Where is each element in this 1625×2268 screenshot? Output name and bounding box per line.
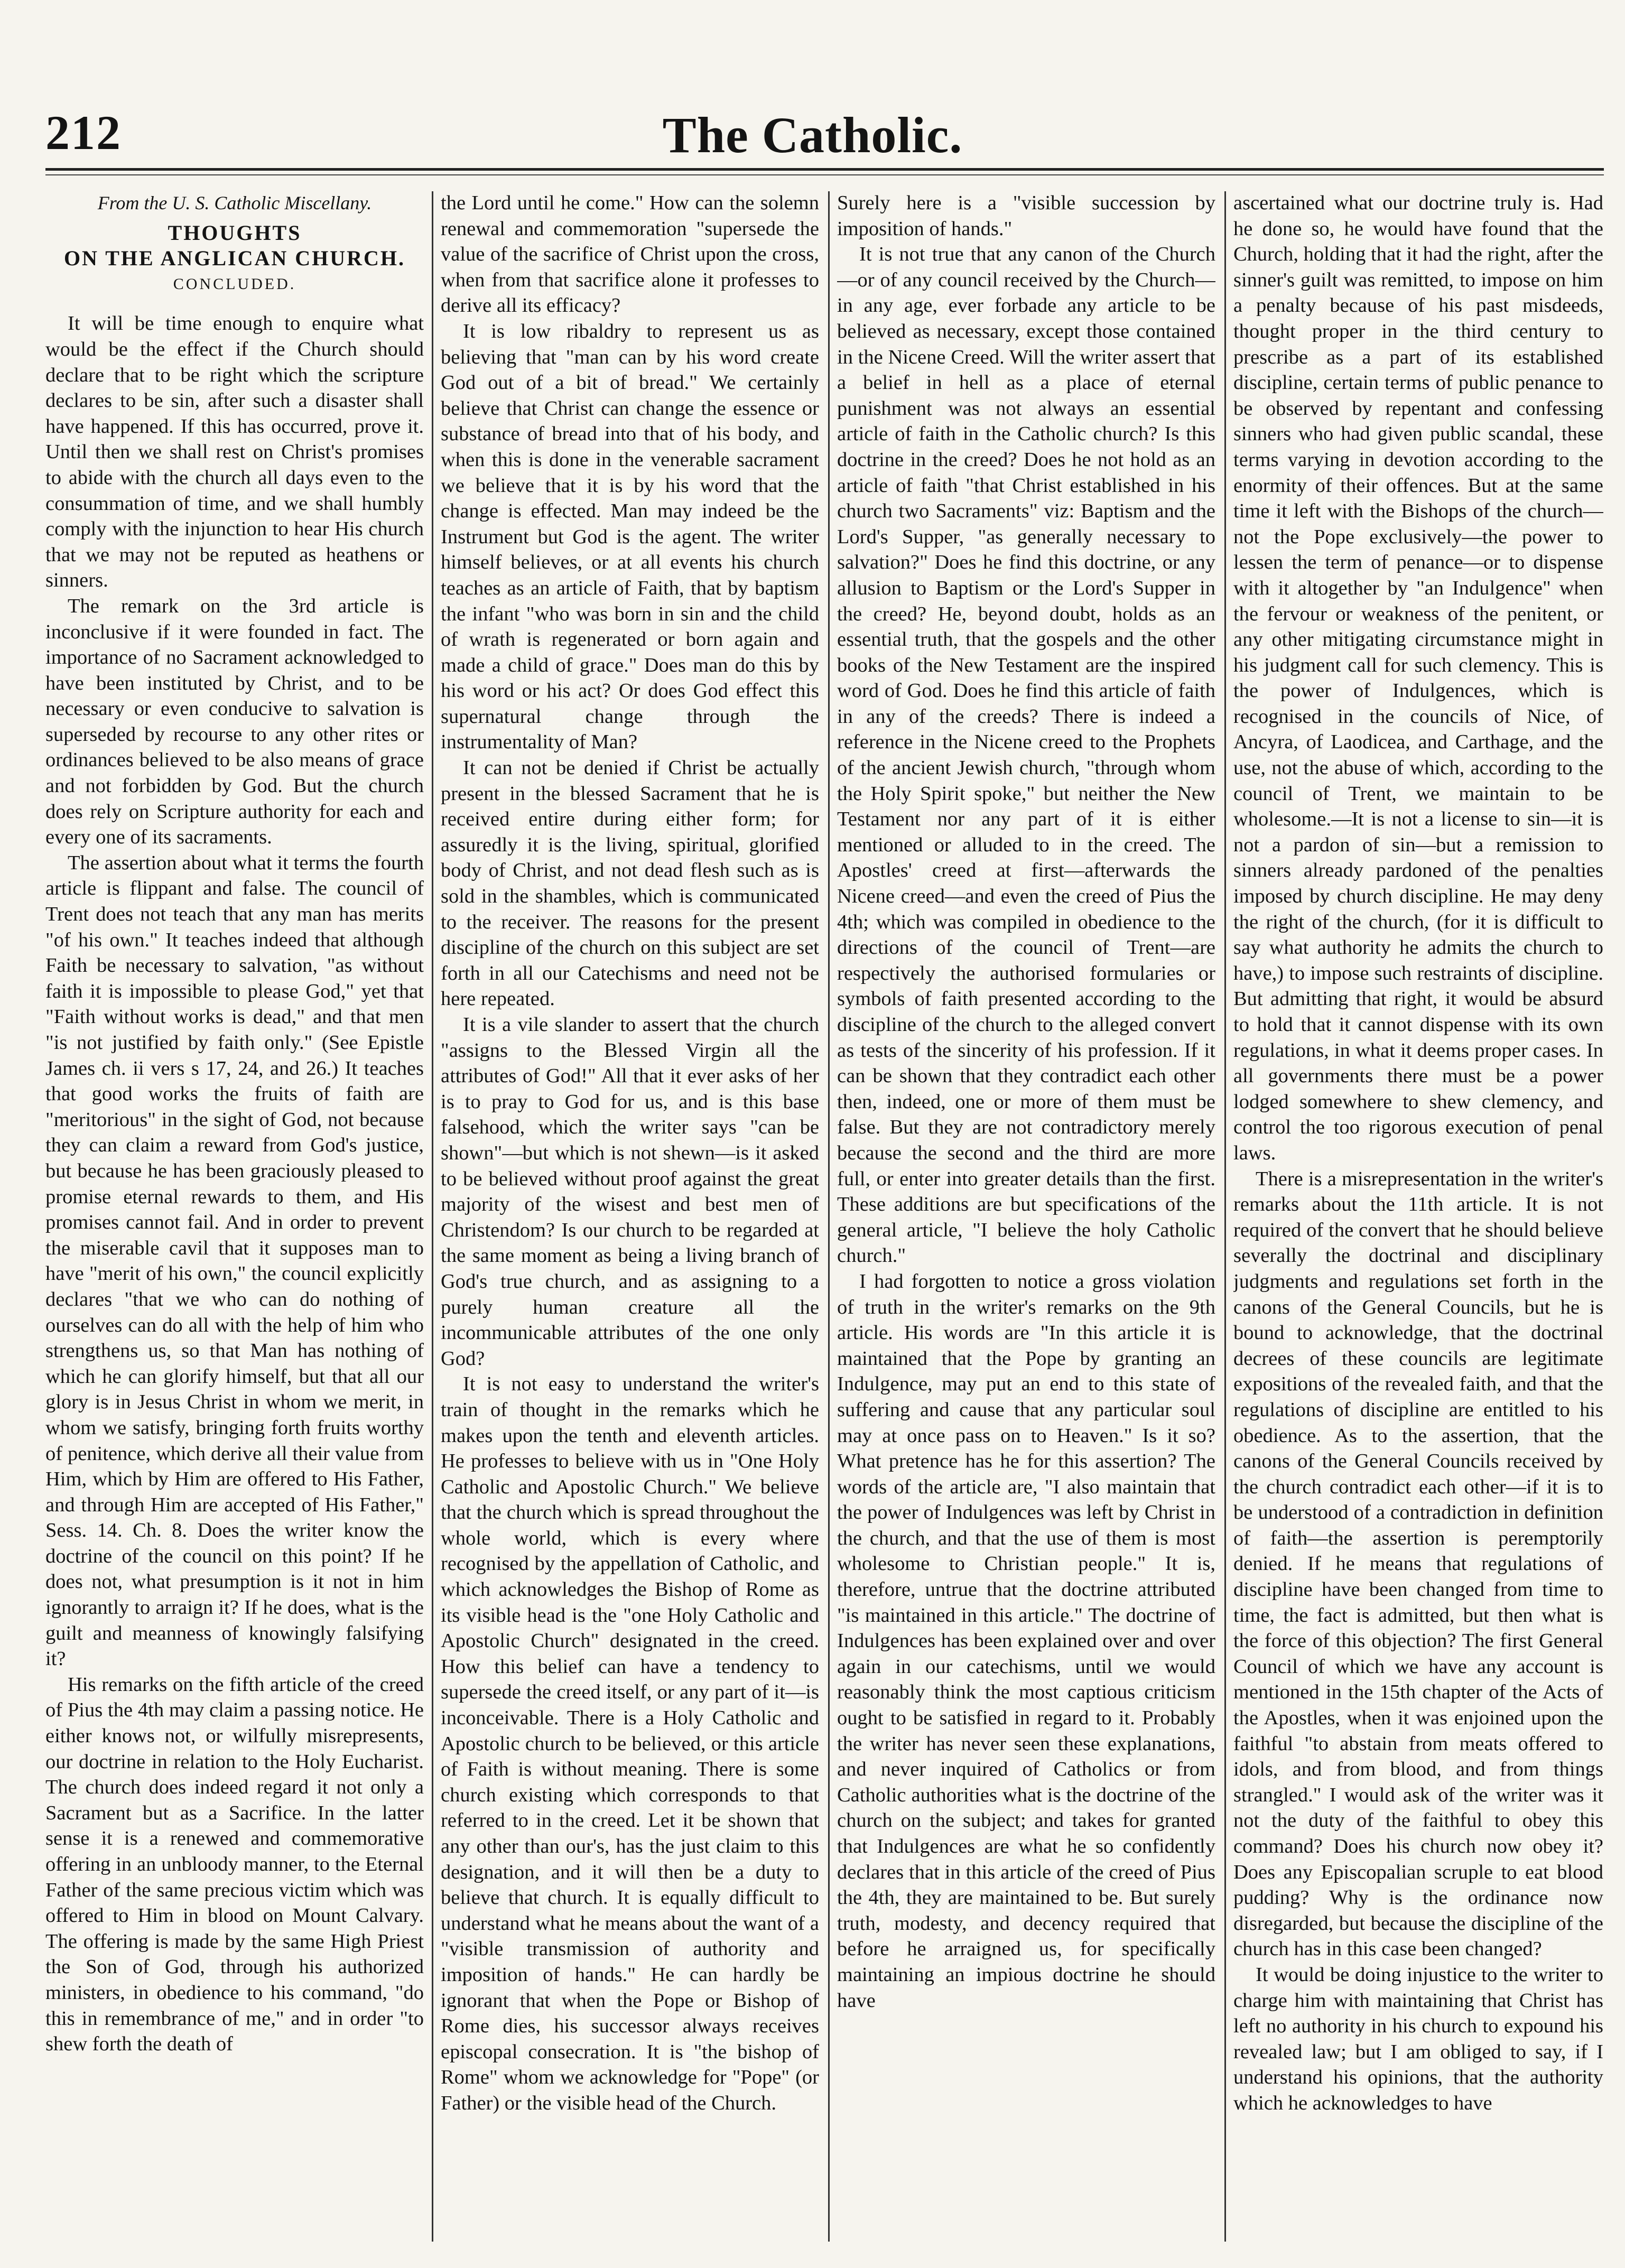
column-divider: [432, 191, 433, 2242]
column-divider: [1224, 191, 1226, 2242]
paragraph: Surely here is a "visible succession by imposition of hands.": [837, 192, 1215, 240]
article-source: From the U. S. Catholic Miscellany.: [97, 192, 372, 213]
paragraph: It is not easy to understand the writer's train of thought in the remarks which he makes upon the tenth and eleventh articles. He professes to believe with us in "One Holy Catholic and Apostolic Church." We believe that the church which is spread throughout the whole world, which is every where recognised by the appellation of Catholic, and which acknowledges the Bishop of Rome as its visible head is the "one Holy Catholic and Apostolic Church" designated in the creed. How this belief can have a tendency to supersede the creed itself, or any part of it—is inconceivable. There is a Holy Catholic and Apostolic church to be believed, or this article of Faith is without meaning. There is some church existing which corresponds to that referred to in the creed. Let it be shown that any other than our's, has the just claim to this designation, and it will then be a duty to believe that church. It is equally difficult to understand what he means about the want of a "visible transmission of authority and imposition of hands." He can hardly be ignorant that when the Pope or Bishop of Rome dies, his successor always receives episcopal consecration. It is "the bishop of Rome" whom we acknowledge for "Pope" (or Father) or the visible head of the Church.: [441, 1373, 819, 2114]
paragraph: The remark on the 3rd article is inconclusive if it were founded in fact. The importance of no Sacrament acknowledged to have been instituted by Christ, and to be necessary or even conducive to salvation is superseded by recourse to any other rites or ordinances believed to be also means of grace and not forbidden by God. But the church does rely on Scripture authority for each and every one of its sacraments.: [45, 594, 424, 849]
article-status: CONCLUDED.: [173, 275, 296, 293]
header-rule: [45, 168, 1604, 171]
masthead-title: The Catholic.: [662, 107, 963, 163]
paragraph: It will be time enough to enquire what would be the effect if the Church should declare that to be right which the scripture declares to be sin, after such a disaster shall have happened. If this has occurred, prove it. Until then we shall rest on Christ's promises to abide with the church all days even to the consummation of time, and we shall humbly comply with the injunction to hear His church that we may not be reputed as heathens or sinners.: [45, 312, 424, 592]
paragraph: It can not be denied if Christ be actually present in the blessed Sacrament that he is received entire during either form; for assuredly it is the living, spiritual, glorified body of Christ, and not dead flesh such as is sold in the shambles, which is communicated to the receiver. The reasons for the present discipline of the church on this subject are set forth in all our Catechisms and need not be here repeated.: [441, 757, 819, 1010]
paragraph: The assertion about what it terms the fourth article is flippant and false. The council of Trent does not teach that any man has merits "of his own." It teaches indeed that although Faith be necessary to salvation, "as without faith it is impossible to please God," yet that "Faith without works is dead," and that men "is not justified by faith only." (See Epistle James ch. ii vers s 17, 24, and 26.) It teaches that good works the fruits of faith are "meritorious" in the sight of God, not because they can claim a reward from God's justice, but because he has been graciously pleased to promise eternal rewards to them, and His promises cannot fail. And in order to prevent the miserable cavil that it supposes man to have "merit of his own," the council explicitly declares "that we who can do nothing of ourselves can do all with the help of him who strengthens us, so that Man has nothing of which he can glorify himself, but that all our glory is in Jesus Christ in whom we merit, in whom we satisfy, bringing forth fruits worthy of penitence, which derive all their value from Him, which by Him are offered to His Father, and through Him are accepted of His Father," Sess. 14. Ch. 8. Does the writer know the doctrine of the council on this point? If he does not, what presumption is it not in him ignorantly to arraign it? If he does, what is the guilt and meanness of knowingly falsifying it?: [45, 851, 424, 1670]
paragraph: the Lord until he come." How can the solemn renewal and commemoration "supersede the value of the sacrifice of Christ upon the cross, when from that sacrifice alone it professes to derive all its efficacy?: [441, 192, 819, 317]
paragraph: His remarks on the fifth article of the creed of Pius the 4th may claim a passing notice. He either knows not, or wilfully misrepresents, our doctrine in relation to the Holy Eucharist. The church does indeed regard it not only a Sacrament but as a Sacrifice. In the latter sense it is a renewed and commemorative offering in an unbloody manner, to the Eternal Father of the same precious victim which was offered to Him in blood on Mount Calvary. The offering is made by the same High Priest the Son of God, through his authorized ministers, in obedience to his command, "do this in remembrance of me," and in order "to shew forth the death of: [45, 1673, 424, 2056]
paragraph: There is a misrepresentation in the writer's remarks about the 11th article. It is not required of the convert that he should believe severally the doctrinal and disciplinary judgments and regulations set forth in the canons of the General Councils, but he is bound to acknowledge, that the doctrinal decrees of these councils are legitimate expositions of the revealed faith, and that the regulations of discipline are entitled to his obedience. As to the assertion, that the canons of the General Councils received by the church contradict each other—if it is to be understood of a contradiction in definition of faith—the assertion is peremptorily denied. If he means that regulations of discipline have been changed from time to time, the fact is admitted, but then what is the force of this objection? The first General Council of which we have any account is mentioned in the 15th chapter of the Acts of the Apostles, when it was enjoined upon the faithful "to abstain from meats offered to idols, and from blood, and from things strangled." I would ask of the writer was it not the duty of the faithful to obey this command? Does his church now obey it? Does any Episcopalian scruple to eat blood pudding? Why is the ordinance now disregarded, but because the discipline of the church has in this case been changed?: [1233, 1167, 1603, 1960]
paragraph: It is a vile slander to assert that the church "assigns to the Blessed Virgin all the attributes of God!" All that it ever asks of her is to pray to God for us, and is this base falsehood, which the writer says "can be shown"—but which is not shewn—is it asked to be believed without proof against the great majority of the wisest and best men of Christendom? Is our church to be regarded at the same moment as being a living branch of God's true church, and as assigning to a purely human creature all the incommunicable attributes of the one only God?: [441, 1014, 819, 1370]
column-1: [45, 190, 424, 2241]
article-title: THOUGHTS: [168, 220, 302, 245]
page-number: 212: [45, 106, 122, 160]
article-title-line-2: ON THE ANGLICAN CHURCH.: [63, 246, 406, 271]
paragraph: It is not true that any canon of the Church—or of any council received by the Church—in any age, ever forbade any article to be believed as necessary, except those contained in the Nicene Creed. Will the writer assert that a belief in hell as a place of eternal punishment was not always an essential article of faith in the Catholic church? Is this doctrine in the creed? Does he not hold as an article of faith "that Christ established in his church two Sacraments" viz: Baptism and the Lord's Supper, "as generally necessary to salvation?" Does he find this doctrine, or any allusion to Baptism or the Lord's Supper in the creed? He, beyond doubt, holds as an essential truth, that the gospels and the other books of the New Testament are the inspired word of God. Does he find this article of faith in any of the creeds? There is indeed a reference in the Nicene creed to the Prophets of the ancient Jewish church, "through whom the Holy Spirit spoke," but neither the New Testament nor any part of it is either mentioned or alluded to in the creed. The Apostles' creed at first—afterwards the Nicene creed—and even the creed of Pius the 4th; which was compiled in obedience to the directions of the council of Trent—are respectively the authorised formularies or symbols of faith presented according to the discipline of the church to the alleged convert as tests of the sincerity of his profession. If it can be shown that they contradict each other then, indeed, one or more of them must be false. But they are not contradictory merely because the second and the third are more full, or enter into greater details than the first. These additions are but specifications of the general article, "I believe the holy Catholic church.": [837, 243, 1215, 1267]
column-4: [1233, 190, 1603, 2241]
column-2: [441, 190, 819, 2241]
column-3: [837, 190, 1215, 2241]
paragraph: It is low ribaldry to represent us as believing that "man can by his word create God out of a bit of bread." We certainly believe that Christ can change the essence or substance of bread into that of his body, and when this is done in the venerable sacrament we believe that it is by his word that the change is effected. Man may indeed be the Instrument but God is the agent. The writer himself believes, or at all events his church teaches as an article of Faith, that by baptism the infant "who was born in sin and the child of wrath is regenerated or born again and made a child of grace." Does man do this by his word or his act? Or does God effect this supernatural change through the instrumentality of Man?: [441, 320, 819, 754]
header-rule-thin: [45, 174, 1604, 175]
column-divider: [828, 191, 830, 2242]
paragraph: ascertained what our doctrine truly is. Had he done so, he would have found that the Church, holding that it had the right, after the sinner's guilt was remitted, to impose on him a penalty because of his past misdeeds, thought proper in the third century to prescribe as a part of its established discipline, certain terms of public penance to be observed by repentant and confessing sinners who had given public scandal, these terms varying in devotion according to the enormity of their offences. But at the same time it left with the Bishops of the church—not the Pope exclusively—the power to lessen the term of penance—or to dispense with it altogether by "an Indulgence" when the fervour or weakness of the penitent, or any other mitigating circumstance might in his judgment call for such clemency. This is the power of Indulgences, which is recognised in the councils of Nice, of Ancyra, of Laodicea, and Carthage, and the use, not the abuse of which, according to the council of Trent, we maintain to be wholesome.—It is not a license to sin—it is not a pardon of sin—but a remission to sinners already pardoned of the penalties imposed by church discipline. He may deny the right of the church, (for it is difficult to say what authority he admits the church to have,) to impose such restraints of discipline. But admitting that right, it would be absurd to hold that it cannot dispense with its own regulations, in what it deems proper cases. In all governments there must be a power lodged somewhere to shew clemency, and control the too rigorous execution of penal laws.: [1233, 192, 1603, 1164]
paragraph: It would be doing injustice to the writer to charge him with maintaining that Christ has left no authority in his church to expound his revealed law; but I am obliged to say, if I understand his opinions, that the authority which he acknowledges to have: [1233, 1963, 1603, 2114]
paragraph: I had forgotten to notice a gross violation of truth in the writer's remarks on the 9th article. His words are "In this article it is maintained that the Pope by granting an Indulgence, may put an end to this state of suffering and cause that any particular soul may at once pass on to Heaven." Is it so? What pretence has he for this assertion? The words of the article are, "I also maintain that the power of Indulgences was left by Christ in the church, and that the use of them is most wholesome to Christian people." It is, therefore, untrue that the doctrine attributed "is maintained in this article." The doctrine of Indulgences has been explained over and over again in our catechisms, until we would reasonably think the most captious criticism ought to be satisfied in regard to it. Probably the writer has never seen these explanations, and never inquired of Catholics or from Catholic authorities what is the doctrine of the church on the subject; and takes for granted that Indulgences are what he so confidently declares that in this article of the creed of Pius the 4th, they are maintained to be. But surely truth, modesty, and decency required that before he arraigned us, for specifically maintaining an impious doctrine he should have: [837, 1270, 1215, 2012]
